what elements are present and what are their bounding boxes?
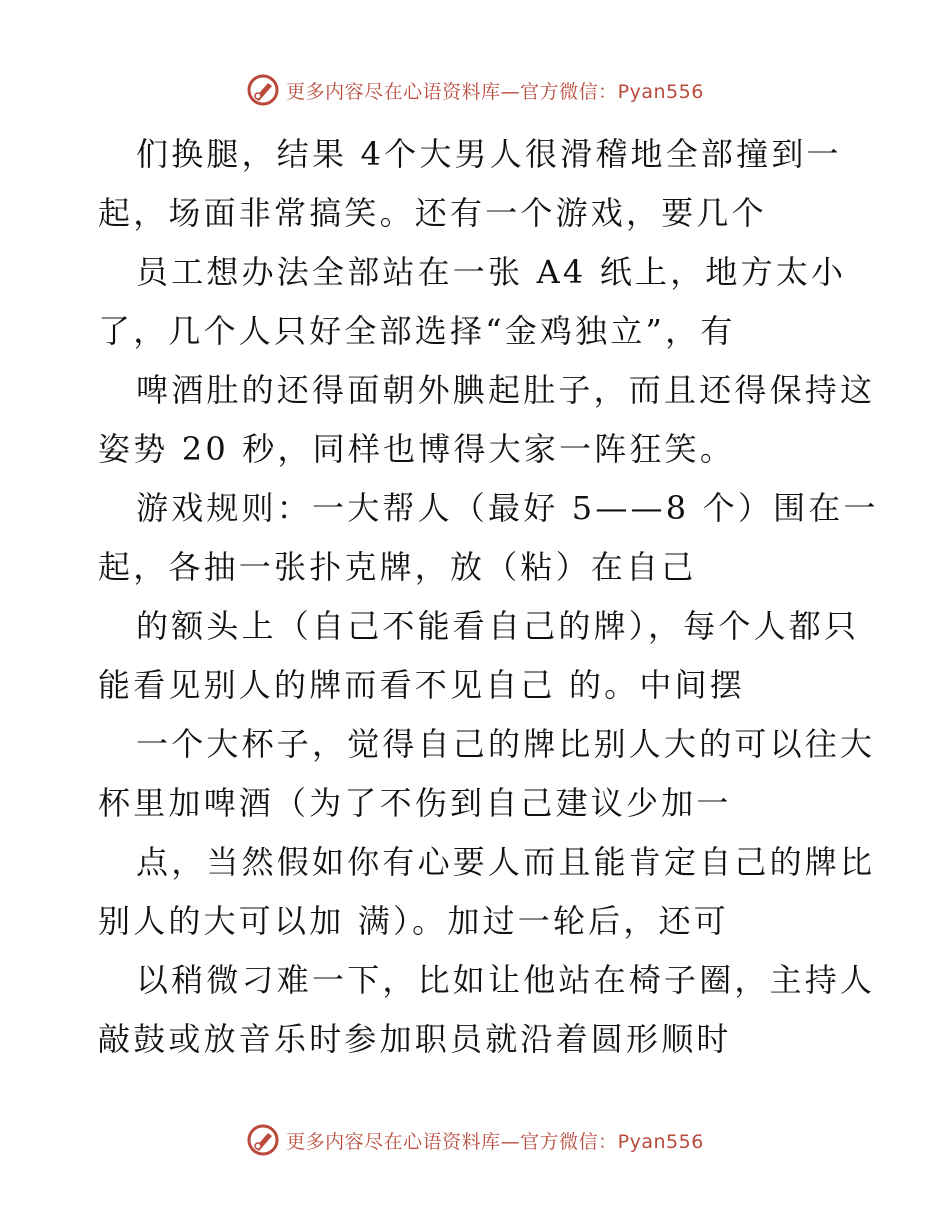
text-line: 起，各抽一张扑克牌，放（粘）在自己 [98,548,697,586]
text-line: 一个大杯子，觉得自己的牌比别人大的可以往大 [136,725,876,763]
header-banner [0,70,950,110]
text-line: 啤酒肚的还得面朝外腆起肚子，而且还得保持这 [136,371,876,409]
text-line: 员工想办法全部站在一张 A4 纸上，地方太小 [136,253,847,291]
text-line: 的额头上（自己不能看自己的牌），每个人都只 [136,607,860,645]
text-line: 点，当然假如你有心要人而且能肯定自己的牌比 [136,843,876,881]
document-body [98,125,879,1069]
text-line: 敲鼓或放音乐时参加职员就沿着圆形顺时 [98,1020,732,1058]
text-line: 能看见别人的牌而看不见自己 的。中间摆 [98,666,745,704]
footer-banner [0,1120,950,1160]
header-banner-text: 更多内容尽在心语资料库—官方微信：Pyan556 [286,80,704,103]
text-line: 游戏规则：一大帮人（最好 5——8 个）围在一 [136,489,879,527]
text-line: 了，几个人只好全部选择“金鸡独立”，有 [98,312,736,350]
text-line: 们换腿，结果 4个大男人很滑稽地全部撞到一 [136,135,842,173]
footer-banner-text: 更多内容尽在心语资料库—官方微信：Pyan556 [286,1130,704,1153]
text-line: 别人的大可以加 满）。加过一轮后，还可 [98,902,729,940]
text-line: 杯里加啤酒（为了不伤到自己建议少加一 [98,784,732,822]
text-line: 姿势 20 秒，同样也博得大家一阵狂笑。 [98,430,736,468]
text-line: 以稍微刁难一下，比如让他站在椅子圈，主持人 [136,961,876,999]
text-line: 起，场面非常搞笑。还有一个游戏，要几个 [98,194,767,232]
pen-seal-logo-icon [246,73,280,107]
pen-seal-logo-icon [246,1123,280,1157]
